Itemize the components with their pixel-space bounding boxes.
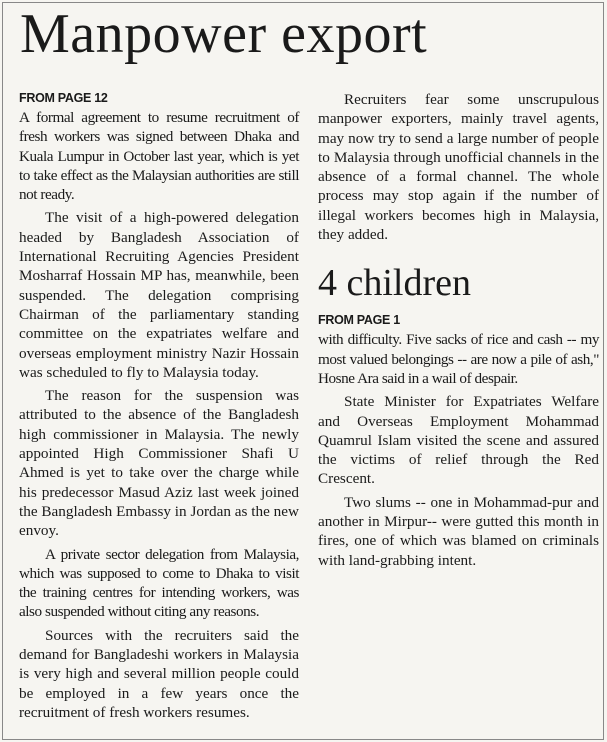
article-paragraph: The reason for the suspension was attributed to the absence of the Bangladesh high commissioner in Malaysia. The newly appointed High Commissioner Shafi U Ahmed is yet to take over the charge while his predecessor Masud Aziz last week joined the Bangladesh Embassy in Jordan as the new envoy. <box>19 387 299 540</box>
left-column <box>19 90 299 726</box>
article-paragraph: Recruiters fear some unscrupulous manpower exporters, mainly travel agents, may now try to send a large number of people to Malaysia through unofficial channels in the absence of a formal channel. The whole process may stop again if the number of illegal workers becomes high in Malaysia, they added. <box>318 91 599 244</box>
article-kicker: FROM PAGE 1 <box>318 313 400 328</box>
article-kicker: FROM PAGE 12 <box>19 91 108 105</box>
article-headline-manpower-export: Manpower export <box>20 3 428 65</box>
article-headline-4-children: 4 children <box>318 262 472 305</box>
article-paragraph: Two slums -- one in Mohammad-pur and another in Mirpur-- were gutted this month in fires, one of which was blamed on criminals with land-grabbing intent. <box>318 493 599 569</box>
article-paragraph: with difficulty. Five sacks of rice and cash -- my most valued belongings -- are now a pile of ash," Hosne Ara said in a wail of despair. <box>318 331 599 387</box>
article-paragraph: Sources with the recruiters said the demand for Bangladeshi workers in Malaysia is very high and several million people could be employed in a few years once the recruitment of fresh workers resumes. <box>19 626 299 721</box>
article-paragraph: The visit of a high-powered delegation headed by Bangladesh Association of International Recruiting Agencies President Mosharraf Hossain MP has, meanwhile, been suspended. The delegation comprising Chairman of the parliamentary standing committee on the expatriates welfare and overseas employment ministry Nazir Hossain was scheduled to fly to Malaysia today. <box>19 209 299 381</box>
article-paragraph: State Minister for Expatriates Welfare and Overseas Employment Mohammad Quamrul Islam visited the scene and assured the victims of relief through the Red Crescent. <box>318 393 599 488</box>
article-paragraph: A private sector delegation from Malaysia, which was supposed to come to Dhaka to visit the training centres for intending workers, was also suspended without citing any reasons. <box>19 545 299 621</box>
right-column <box>318 90 599 574</box>
article-paragraph: A formal agreement to resume recruitment of fresh workers was signed between Dhaka and Kuala Lumpur in October last year, which is yet to take effect as the Malaysian authorities are still not ready. <box>19 109 299 204</box>
